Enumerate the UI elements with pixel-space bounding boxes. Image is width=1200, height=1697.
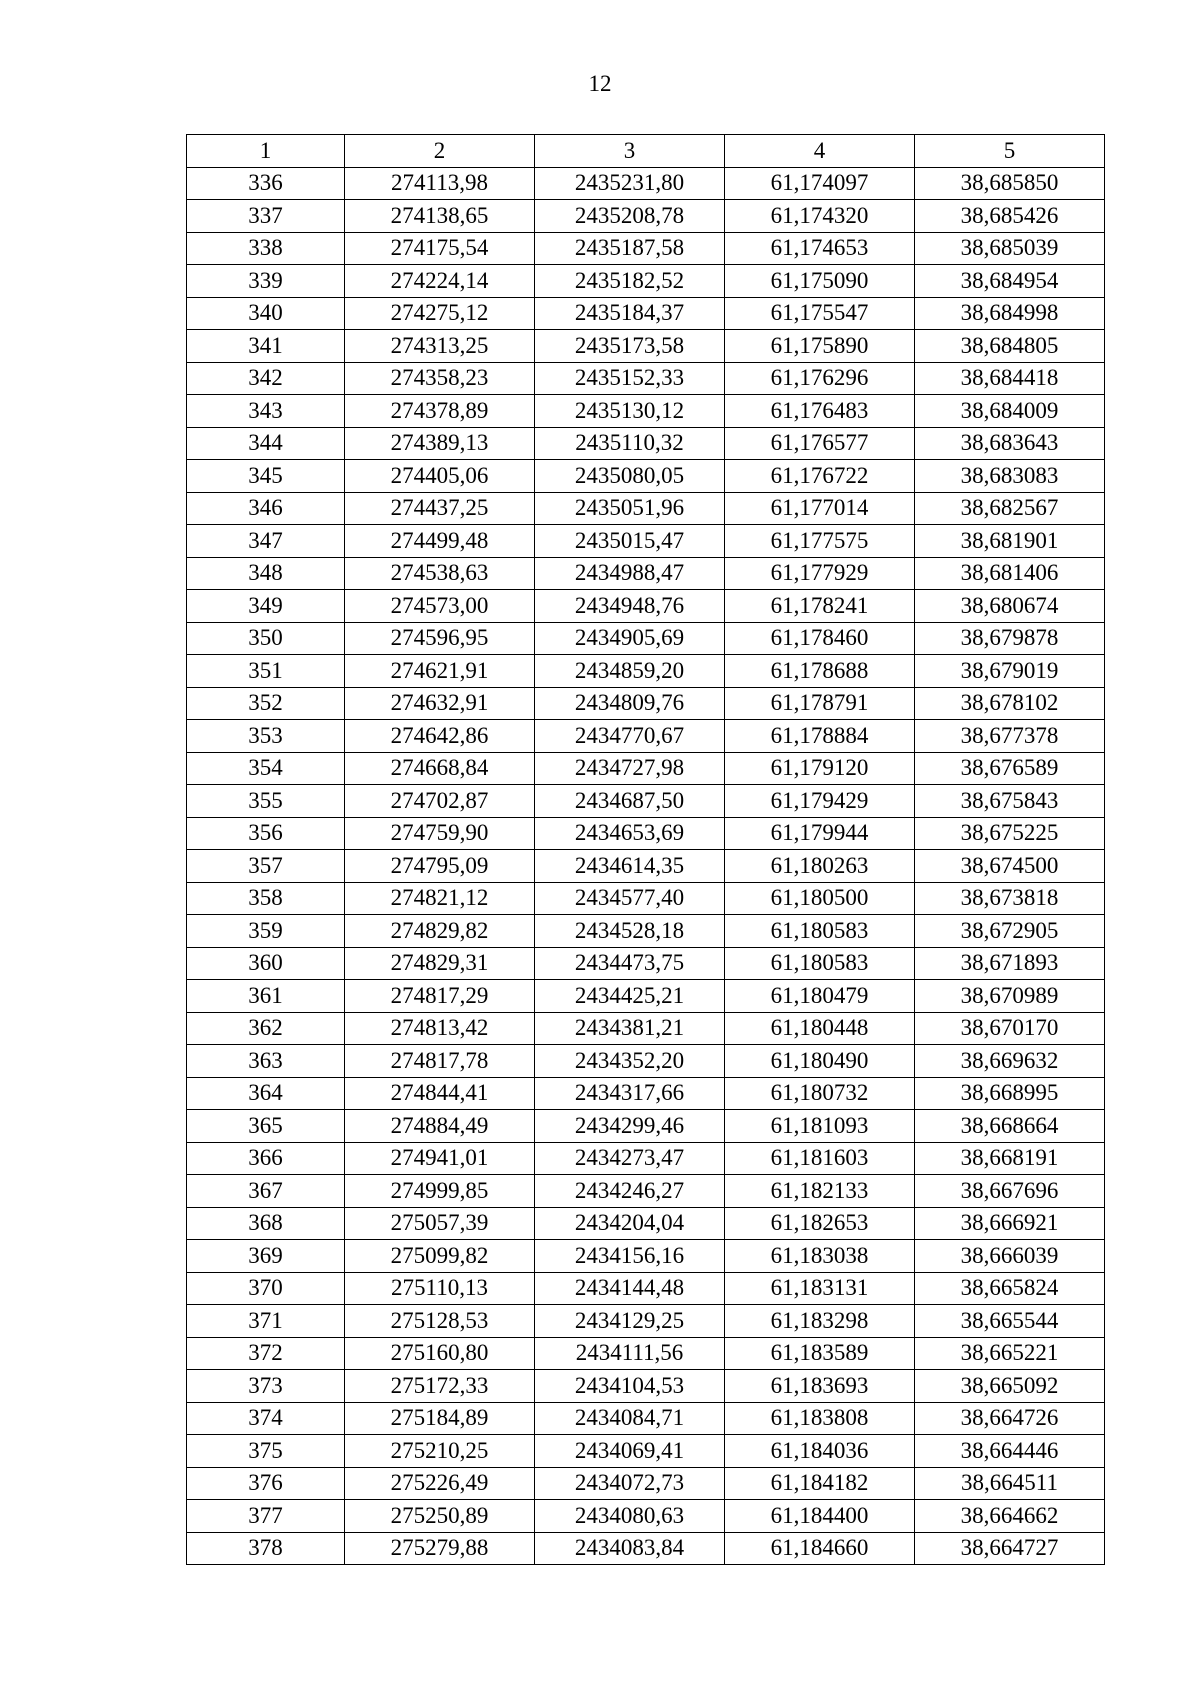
table-cell: 2434144,48 [535,1272,725,1305]
table-cell: 274999,85 [345,1175,535,1208]
table-row [187,1012,1105,1045]
table-cell: 38,681901 [915,525,1105,558]
table-cell: 2434204,04 [535,1207,725,1240]
table-cell: 2434809,76 [535,687,725,720]
table-row [187,395,1105,428]
table-cell: 274621,91 [345,655,535,688]
table-cell: 61,180583 [725,947,915,980]
table-cell: 341 [187,330,345,363]
table-cell: 38,685850 [915,167,1105,200]
table-cell: 61,181093 [725,1110,915,1143]
table-cell: 38,672905 [915,915,1105,948]
table-cell: 339 [187,265,345,298]
table-cell: 2434299,46 [535,1110,725,1143]
table-header [187,135,1105,168]
header-row [187,135,1105,168]
table-cell: 2435015,47 [535,525,725,558]
table-cell: 2435051,96 [535,492,725,525]
table-cell: 374 [187,1402,345,1435]
table-cell: 38,671893 [915,947,1105,980]
table-cell: 274175,54 [345,232,535,265]
table-cell: 274813,42 [345,1012,535,1045]
table-cell: 2434614,35 [535,850,725,883]
table-cell: 38,677378 [915,720,1105,753]
table-cell: 275057,39 [345,1207,535,1240]
table-cell: 274884,49 [345,1110,535,1143]
table-row [187,655,1105,688]
table-cell: 38,664726 [915,1402,1105,1435]
table-cell: 353 [187,720,345,753]
table-cell: 61,183589 [725,1337,915,1370]
table-cell: 38,664446 [915,1435,1105,1468]
table-cell: 61,174097 [725,167,915,200]
column-header-2: 2 [345,135,535,168]
table-cell: 2434859,20 [535,655,725,688]
table-cell: 38,684805 [915,330,1105,363]
table-cell: 38,668664 [915,1110,1105,1143]
table-cell: 274358,23 [345,362,535,395]
table-cell: 2434381,21 [535,1012,725,1045]
table-row [187,1500,1105,1533]
table-cell: 38,668191 [915,1142,1105,1175]
table-row [187,492,1105,525]
table-row [187,297,1105,330]
table-cell: 2435231,80 [535,167,725,200]
table-row [187,817,1105,850]
table-row [187,1272,1105,1305]
table-cell: 274499,48 [345,525,535,558]
table-cell: 61,183808 [725,1402,915,1435]
table-cell: 2434069,41 [535,1435,725,1468]
table-cell: 38,664511 [915,1467,1105,1500]
table-row [187,1175,1105,1208]
table-cell: 2434770,67 [535,720,725,753]
table-cell: 61,182653 [725,1207,915,1240]
table-cell: 368 [187,1207,345,1240]
table-row [187,1077,1105,1110]
table-cell: 61,179120 [725,752,915,785]
table-cell: 274817,78 [345,1045,535,1078]
table-cell: 2435080,05 [535,460,725,493]
table-cell: 61,183038 [725,1240,915,1273]
table-cell: 355 [187,785,345,818]
table-cell: 61,180263 [725,850,915,883]
table-cell: 2434425,21 [535,980,725,1013]
table-cell: 61,174320 [725,200,915,233]
table-cell: 38,665544 [915,1305,1105,1338]
table-cell: 61,183131 [725,1272,915,1305]
table-row [187,1207,1105,1240]
table-cell: 361 [187,980,345,1013]
table-cell: 38,670170 [915,1012,1105,1045]
table-cell: 61,177929 [725,557,915,590]
table-cell: 61,183693 [725,1370,915,1403]
table-cell: 2434905,69 [535,622,725,655]
table-cell: 274829,31 [345,947,535,980]
table-cell: 274573,00 [345,590,535,623]
table-cell: 274795,09 [345,850,535,883]
table-cell: 373 [187,1370,345,1403]
table-cell: 348 [187,557,345,590]
table-cell: 61,180732 [725,1077,915,1110]
table-cell: 274817,29 [345,980,535,1013]
table-cell: 274759,90 [345,817,535,850]
table-cell: 38,674500 [915,850,1105,883]
table-cell: 274632,91 [345,687,535,720]
table-row [187,362,1105,395]
table-cell: 342 [187,362,345,395]
table-cell: 38,665824 [915,1272,1105,1305]
table-cell: 274378,89 [345,395,535,428]
table-cell: 274389,13 [345,427,535,460]
table-cell: 367 [187,1175,345,1208]
table-cell: 2434988,47 [535,557,725,590]
table-cell: 378 [187,1532,345,1565]
table-cell: 275128,53 [345,1305,535,1338]
table-cell: 38,675225 [915,817,1105,850]
table-cell: 346 [187,492,345,525]
table-cell: 363 [187,1045,345,1078]
table-row [187,1532,1105,1565]
table-cell: 274113,98 [345,167,535,200]
table-cell: 61,181603 [725,1142,915,1175]
table-cell: 274668,84 [345,752,535,785]
table-cell: 38,682567 [915,492,1105,525]
column-header-5: 5 [915,135,1105,168]
table-cell: 38,684009 [915,395,1105,428]
table-cell: 2434084,71 [535,1402,725,1435]
table-row [187,167,1105,200]
table-row [187,720,1105,753]
table-cell: 365 [187,1110,345,1143]
table-cell: 61,183298 [725,1305,915,1338]
table-cell: 274138,65 [345,200,535,233]
table-cell: 38,685426 [915,200,1105,233]
table-row [187,1305,1105,1338]
table-cell: 274538,63 [345,557,535,590]
table-cell: 275226,49 [345,1467,535,1500]
table-cell: 2434577,40 [535,882,725,915]
table-row [187,590,1105,623]
table-cell: 275184,89 [345,1402,535,1435]
table-cell: 38,673818 [915,882,1105,915]
table-cell: 61,180583 [725,915,915,948]
table-cell: 274844,41 [345,1077,535,1110]
table-cell: 38,679878 [915,622,1105,655]
table-cell: 343 [187,395,345,428]
table-cell: 2435173,58 [535,330,725,363]
column-header-1: 1 [187,135,345,168]
table-row [187,687,1105,720]
table-cell: 2435130,12 [535,395,725,428]
table-cell: 350 [187,622,345,655]
table-row [187,850,1105,883]
table-row [187,427,1105,460]
table-cell: 2435110,32 [535,427,725,460]
table-cell: 38,670989 [915,980,1105,1013]
table-cell: 2434072,73 [535,1467,725,1500]
table-cell: 362 [187,1012,345,1045]
table-cell: 2434273,47 [535,1142,725,1175]
table-cell: 38,665221 [915,1337,1105,1370]
table-cell: 345 [187,460,345,493]
table-cell: 38,684418 [915,362,1105,395]
table-cell: 354 [187,752,345,785]
table-cell: 275160,80 [345,1337,535,1370]
table-cell: 61,184660 [725,1532,915,1565]
table-row [187,330,1105,363]
table-row [187,980,1105,1013]
table-cell: 274224,14 [345,265,535,298]
table-cell: 366 [187,1142,345,1175]
table-row [187,1240,1105,1273]
table-cell: 61,180448 [725,1012,915,1045]
table-cell: 38,669632 [915,1045,1105,1078]
table-cell: 38,681406 [915,557,1105,590]
table-row [187,557,1105,590]
table-cell: 61,184400 [725,1500,915,1533]
table-cell: 2434317,66 [535,1077,725,1110]
table-cell: 2434727,98 [535,752,725,785]
table-cell: 61,178884 [725,720,915,753]
coordinates-table [186,134,1105,1565]
table-cell: 2435208,78 [535,200,725,233]
table-cell: 274941,01 [345,1142,535,1175]
table-cell: 38,678102 [915,687,1105,720]
table-cell: 274642,86 [345,720,535,753]
column-header-3: 3 [535,135,725,168]
table-cell: 2434129,25 [535,1305,725,1338]
table-cell: 2434246,27 [535,1175,725,1208]
table-row [187,1435,1105,1468]
table-cell: 364 [187,1077,345,1110]
table-row [187,947,1105,980]
table-row [187,752,1105,785]
table-cell: 61,177575 [725,525,915,558]
table-row [187,1467,1105,1500]
table-cell: 274405,06 [345,460,535,493]
table-row [187,1337,1105,1370]
table-cell: 274596,95 [345,622,535,655]
table-cell: 358 [187,882,345,915]
table-cell: 38,684954 [915,265,1105,298]
table-cell: 2434080,63 [535,1500,725,1533]
table-cell: 344 [187,427,345,460]
table-cell: 61,178791 [725,687,915,720]
table-cell: 2434948,76 [535,590,725,623]
table-cell: 61,180479 [725,980,915,1013]
table-cell: 38,665092 [915,1370,1105,1403]
table-cell: 61,176722 [725,460,915,493]
table-cell: 2434156,16 [535,1240,725,1273]
table-cell: 38,680674 [915,590,1105,623]
table-cell: 347 [187,525,345,558]
table-cell: 61,179429 [725,785,915,818]
table-cell: 61,180500 [725,882,915,915]
table-row [187,1110,1105,1143]
table-cell: 2434352,20 [535,1045,725,1078]
table-cell: 61,180490 [725,1045,915,1078]
table-cell: 2434083,84 [535,1532,725,1565]
table-cell: 2434111,56 [535,1337,725,1370]
table-cell: 275099,82 [345,1240,535,1273]
table-row [187,1045,1105,1078]
table-cell: 2434104,53 [535,1370,725,1403]
table-cell: 61,175890 [725,330,915,363]
page-number: 12 [588,71,612,96]
table-cell: 38,683083 [915,460,1105,493]
table-row [187,1142,1105,1175]
table-row [187,622,1105,655]
table-cell: 61,182133 [725,1175,915,1208]
table-row [187,460,1105,493]
table-cell: 377 [187,1500,345,1533]
table-cell: 351 [187,655,345,688]
table-cell: 2435184,37 [535,297,725,330]
table-row [187,265,1105,298]
column-header-4: 4 [725,135,915,168]
table-cell: 274313,25 [345,330,535,363]
table-cell: 340 [187,297,345,330]
table-cell: 61,174653 [725,232,915,265]
table-cell: 369 [187,1240,345,1273]
table-cell: 38,666039 [915,1240,1105,1273]
table-cell: 61,179944 [725,817,915,850]
table-cell: 38,679019 [915,655,1105,688]
table-cell: 61,177014 [725,492,915,525]
table-cell: 38,667696 [915,1175,1105,1208]
table-row [187,915,1105,948]
table-cell: 2435187,58 [535,232,725,265]
table-cell: 376 [187,1467,345,1500]
table-cell: 38,666921 [915,1207,1105,1240]
table-cell: 359 [187,915,345,948]
table-cell: 61,176296 [725,362,915,395]
table-cell: 61,178688 [725,655,915,688]
table-cell: 38,683643 [915,427,1105,460]
table-cell: 375 [187,1435,345,1468]
table-cell: 2435152,33 [535,362,725,395]
table-cell: 371 [187,1305,345,1338]
table-cell: 275210,25 [345,1435,535,1468]
table-cell: 337 [187,200,345,233]
table-cell: 275110,13 [345,1272,535,1305]
table-cell: 356 [187,817,345,850]
table-cell: 352 [187,687,345,720]
table-cell: 38,664662 [915,1500,1105,1533]
table-cell: 38,685039 [915,232,1105,265]
table-cell: 275250,89 [345,1500,535,1533]
table-cell: 61,178241 [725,590,915,623]
table-row [187,882,1105,915]
table-cell: 274275,12 [345,297,535,330]
table-cell: 274437,25 [345,492,535,525]
table-cell: 61,178460 [725,622,915,655]
table-cell: 357 [187,850,345,883]
table-row [187,525,1105,558]
table-cell: 336 [187,167,345,200]
table-cell: 61,176577 [725,427,915,460]
table-cell: 61,176483 [725,395,915,428]
table-cell: 38,675843 [915,785,1105,818]
table-cell: 61,175090 [725,265,915,298]
table-row [187,1370,1105,1403]
table-row [187,200,1105,233]
table-row [187,785,1105,818]
table-cell: 38,664727 [915,1532,1105,1565]
table-cell: 349 [187,590,345,623]
table-cell: 2434528,18 [535,915,725,948]
table-cell: 275172,33 [345,1370,535,1403]
table-cell: 275279,88 [345,1532,535,1565]
table-cell: 360 [187,947,345,980]
table-cell: 61,175547 [725,297,915,330]
table-cell: 274702,87 [345,785,535,818]
table-body [187,167,1105,1565]
table-cell: 338 [187,232,345,265]
table-cell: 2434687,50 [535,785,725,818]
table-cell: 38,668995 [915,1077,1105,1110]
table-row [187,1402,1105,1435]
table-cell: 370 [187,1272,345,1305]
table-cell: 38,684998 [915,297,1105,330]
table-cell: 274829,82 [345,915,535,948]
table-cell: 38,676589 [915,752,1105,785]
table-cell: 61,184036 [725,1435,915,1468]
table-cell: 372 [187,1337,345,1370]
table-cell: 2434473,75 [535,947,725,980]
table-cell: 274821,12 [345,882,535,915]
table-cell: 61,184182 [725,1467,915,1500]
table-cell: 2435182,52 [535,265,725,298]
table-cell: 2434653,69 [535,817,725,850]
table-row [187,232,1105,265]
